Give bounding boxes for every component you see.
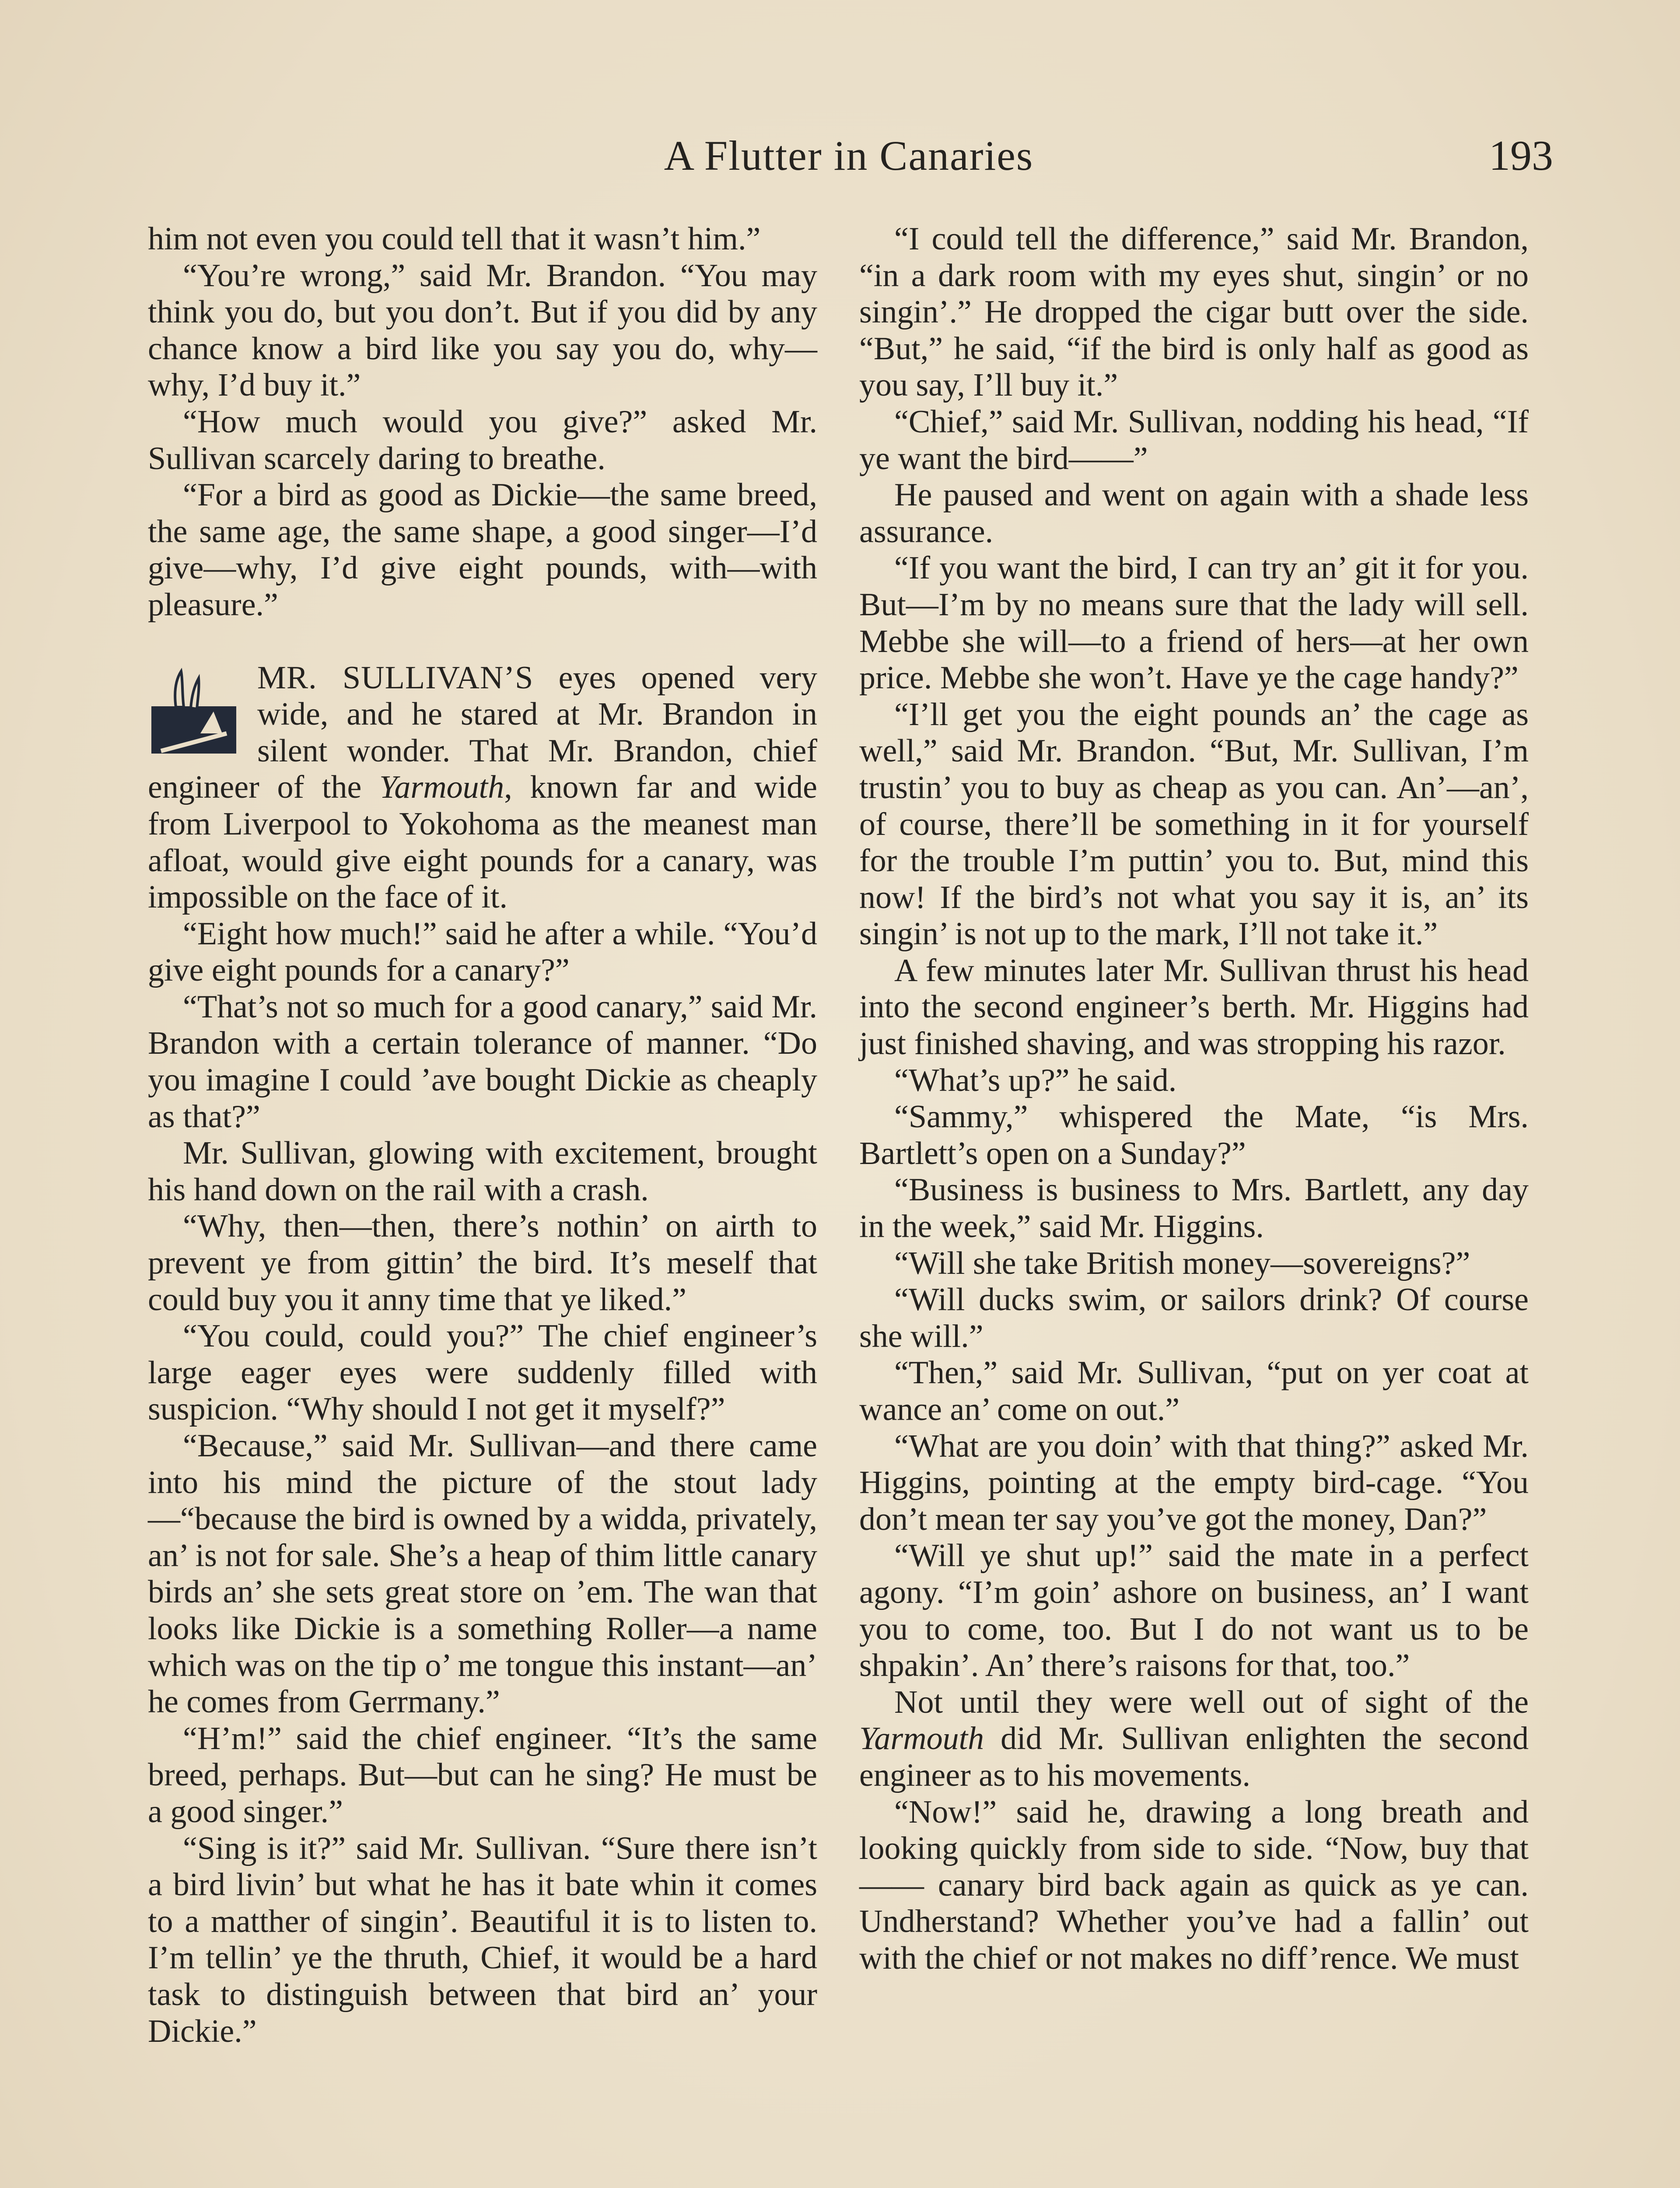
paragraph: “Why, then—then, there’s nothin’ on airth to prevent ye from gittin’ the bird. It’s meself that could buy you it anny time that ye liked.” <box>148 1208 817 1318</box>
paragraph: “I could tell the difference,” said Mr. Brandon, “in a dark room with my eyes shut, singin’ or no singin’.” He dropped the cigar butt over the side. “But,” he said, “if the bird is only half as good as you say, I’ll buy it.” <box>859 221 1529 403</box>
paragraph: “Because,” said Mr. Sullivan—and there came into his mind the picture of the stout lady—“because the bird is owned by a widda, privately, an’ is not for sale. She’s a heap of thim little canary birds an’ she sets great store on ’em. The wan that looks like Dickie is a something Roller—a name which was on the tip o’ me tongue this instant—an’ he comes from Gerrmany.” <box>148 1428 817 1720</box>
paragraph: Mr. Sullivan, glowing with excitement, brought his hand down on the rail with a crash. <box>148 1135 817 1208</box>
paragraph: him not even you could tell that it wasn’t him.” <box>148 221 761 257</box>
paragraph: “Business is business to Mrs. Bartlett, any day in the week,” said Mr. Higgins. <box>859 1172 1529 1245</box>
paragraph: “Chief,” said Mr. Sullivan, nodding his head, “If ye want the bird——” <box>859 403 1529 477</box>
ship-name: Yarmouth <box>379 769 504 806</box>
paragraph-text: Not until they were well out of sight of the <box>894 1684 1529 1720</box>
left-column <box>148 221 817 2050</box>
paragraph: “Sing is it?” said Mr. Sullivan. “Sure there isn’t a bird livin’ but what he has it bate whin it comes to a matther of singin’. Beautiful it is to listen to. I’m tellin’ ye the thruth, Chief, it would be a hard task to distinguish between that bird an’ your Dickie.” <box>148 1830 817 2049</box>
right-column <box>859 221 1529 1977</box>
paragraph: “Will she take British money—sovereigns?” <box>894 1245 1470 1281</box>
paragraph: “You could, could you?” The chief engineer’s large eager eyes were suddenly filled with suspicion. “Why should I not get it myself?” <box>148 1318 817 1427</box>
running-head <box>144 131 1553 193</box>
paragraph <box>859 1684 1529 1794</box>
paragraph: “What’s up?” he said. <box>894 1062 1177 1098</box>
paragraph: “H’m!” said the chief engineer. “It’s the same breed, perhaps. But—but can he sing? He must be a good singer.” <box>148 1720 817 1830</box>
paragraph: “For a bird as good as Dickie—the same breed, the same age, the same shape, a good singer—I’d give—why, I’d give eight pounds, with—with pleasure.” <box>148 477 817 623</box>
paragraph: “Sammy,” whispered the Mate, “is Mrs. Bartlett’s open on a Sunday?” <box>859 1099 1529 1171</box>
paragraph: “Will ducks swim, or sailors drink? Of course she will.” <box>859 1282 1529 1354</box>
paragraph: “How much would you give?” asked Mr. Sullivan scarcely daring to breathe. <box>148 403 817 477</box>
dropcap-paragraph <box>148 660 817 916</box>
paragraph: “Then,” said Mr. Sullivan, “put on yer coat at wance an’ come on out.” <box>859 1355 1529 1427</box>
paragraph: A few minutes later Mr. Sullivan thrust his head into the second engineer’s berth. Mr. Higgins had just finished shaving, and was stropping his razor. <box>859 952 1529 1062</box>
running-title: A Flutter in Canaries <box>664 132 1034 179</box>
ship-name: Yarmouth <box>859 1721 984 1757</box>
paragraph-text: did Mr. Sullivan enlighten the second engineer as to his movements. <box>859 1721 1529 1793</box>
paragraph: “Will ye shut up!” said the mate in a perfect agony. “I’m goin’ ashore on business, an’ I want you to come, too. But I do not want us to be shpakin’. An’ there’s raisons for that, too.” <box>859 1538 1529 1684</box>
paragraph: “Eight how much!” said he after a while. “You’d give eight pounds for a canary?” <box>148 915 817 989</box>
paragraph: “You’re wrong,” said Mr. Brandon. “You may think you do, but you don’t. But if you did by any chance know a bird like you say you do, why—why, I’d buy it.” <box>148 257 817 403</box>
paragraph: “What are you doin’ with that thing?” asked Mr. Higgins, pointing at the empty bird-cage. “You don’t mean ter say you’ve got the money, Dan?” <box>859 1428 1529 1537</box>
paragraph: “I’ll get you the eight pounds an’ the cage as well,” said Mr. Brandon. “But, Mr. Sullivan, I’m trustin’ you to buy as cheap as you can. An’—an’, of course, there’ll be something in it for yourself for the trouble I’m puttin’ you to. But, mind this now! If the bird’s not what you say it is, an’ its singin’ is not up to the mark, I’ll not take it.” <box>859 696 1529 952</box>
paragraph-text: , known far and wide from Liverpool to Yokohoma as the meanest man afloat, would give eight pounds for a canary, was impossible on the face of it. <box>148 769 817 915</box>
paragraph: He paused and went on again with a shade less assurance. <box>859 477 1529 550</box>
lead-in-caps: MR. SULLIVAN’S <box>257 659 534 696</box>
paragraph-text: eyes opened very wide, and he stared at Mr. Brandon in silent wonder. That Mr. Brandon, chief engineer of the <box>148 659 817 806</box>
paragraph: “That’s not so much for a good canary,” said Mr. Brandon with a certain tolerance of manner. “Do you imagine I could ’ave bought Dickie as cheaply as that?” <box>148 989 817 1135</box>
page-number: 193 <box>1489 132 1553 179</box>
paragraph: “If you want the bird, I can try an’ git it for you. But—I’m by no means sure that the lady will sell. Mebbe she will—to a friend of hers—at her own price. Mebbe she won’t. Have ye the cage handy?” <box>859 550 1529 696</box>
paragraph: “Now!” said he, drawing a long breath and looking quickly from side to side. “Now, buy that —— canary bird back again as quick as ye can. Undherstand? Whether you’ve had a fallin’ out with the chief or not makes no diff’rence. We must <box>859 1794 1529 1976</box>
decorative-initial-icon <box>148 668 240 755</box>
